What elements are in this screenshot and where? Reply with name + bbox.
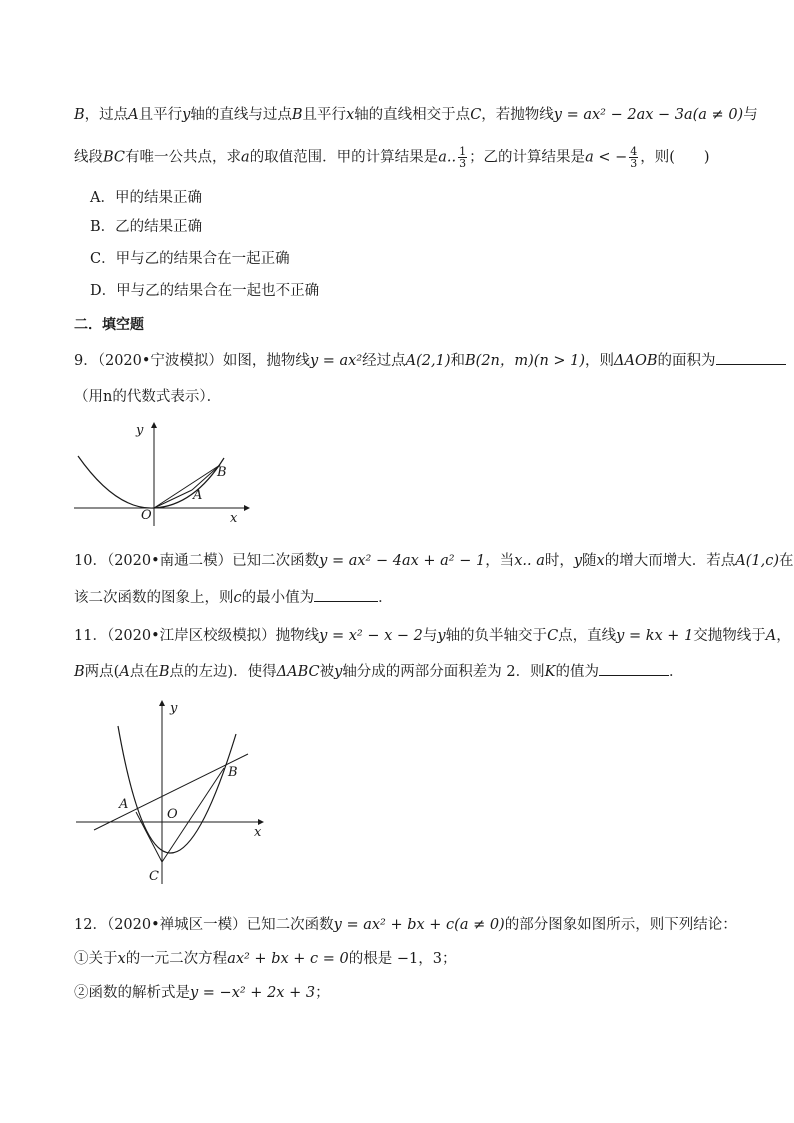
text: 被 <box>319 664 335 680</box>
text: ； <box>315 985 330 1001</box>
label-a: A <box>119 797 129 812</box>
q10-line-1 <box>74 550 794 572</box>
text: 与 <box>743 107 758 123</box>
label-b: B <box>217 465 227 480</box>
text: ，过点 <box>84 107 129 123</box>
text: 交抛物线于 <box>693 628 766 644</box>
text: 随 <box>582 553 597 569</box>
text: 的面积为 <box>657 353 716 369</box>
text: 且平行 <box>138 107 183 123</box>
text: 11．（2020•江岸区校级模拟）抛物线 <box>74 628 320 644</box>
q8-line-2 <box>74 146 732 169</box>
text: ， <box>776 628 791 644</box>
math-expression: A(1,c) <box>735 553 779 569</box>
x-axis-arrow <box>244 505 250 511</box>
math-expression: y = x² − x − 2 <box>319 628 423 644</box>
segment-ab <box>192 465 220 490</box>
text: 在 <box>778 553 794 569</box>
text: A <box>765 628 777 644</box>
fraction-numerator: 4 <box>630 145 638 158</box>
math-expression: a < − <box>585 149 628 166</box>
text: ①关于 <box>74 951 118 967</box>
text: y <box>437 628 446 644</box>
text: y <box>573 553 583 569</box>
text: x <box>596 553 605 569</box>
label-o: O <box>167 807 178 822</box>
label-x: x <box>254 825 262 840</box>
answer-blank <box>599 661 669 676</box>
label-x: x <box>230 511 238 526</box>
text: 经过点 <box>362 353 406 369</box>
text: 轴的负半轴交于 <box>445 628 548 644</box>
math-expression: y = −x² + 2x + 3 <box>190 985 316 1001</box>
choice-b: B．乙的结果正确 <box>90 219 203 235</box>
fraction-denominator: 3 <box>459 157 467 170</box>
text: ②函数的解析式是 <box>74 985 190 1001</box>
text: 轴的直线与过点 <box>190 107 292 123</box>
text: 点，直线 <box>558 628 617 644</box>
text: 与 <box>422 628 438 644</box>
answer-blank <box>716 350 786 365</box>
text: C <box>547 628 559 644</box>
q11-line-2 <box>74 661 732 683</box>
math-expression: A(2,1) <box>405 353 451 369</box>
math-expression: ΔAOB <box>614 353 658 369</box>
q12-item-2 <box>74 982 732 1004</box>
answer-blank <box>314 587 378 602</box>
text: 的取值范围．甲的计算结果是 <box>249 149 439 166</box>
segment-ac <box>136 812 162 862</box>
text: 该二次函数的图象上，则 <box>74 590 234 606</box>
text: 的最小值为 <box>241 590 315 606</box>
label-y: y <box>136 423 144 438</box>
y-axis-arrow <box>159 700 165 706</box>
y-axis-arrow <box>151 422 157 428</box>
text: y <box>334 664 343 680</box>
text: ，当 <box>485 553 515 569</box>
label-o: O <box>141 508 152 523</box>
text: ． <box>669 664 684 680</box>
math-expression: y = ax² <box>309 353 363 369</box>
choice-c: C．甲与乙的结果合在一起正确 <box>90 251 290 267</box>
text: ，则( ) <box>640 149 710 166</box>
q9-line-2: （用n的代数式表示）． <box>74 389 222 405</box>
text: a <box>241 149 250 166</box>
text: 的值为 <box>555 664 599 680</box>
segment-oa <box>154 490 192 508</box>
fraction-numerator: 1 <box>459 145 467 158</box>
text: B <box>158 664 170 680</box>
text: A <box>119 664 130 680</box>
segment-ob <box>154 465 220 508</box>
fraction <box>629 146 638 169</box>
label-a: A <box>193 488 203 503</box>
text: ，若抛物线 <box>481 107 554 123</box>
q12-line-1 <box>74 914 737 936</box>
q9-line-1 <box>74 350 732 372</box>
fraction <box>458 146 467 169</box>
fraction-denominator: 3 <box>630 157 638 170</box>
q8-line-1 <box>74 104 758 126</box>
math-expression: ax² + bx + c = 0 <box>227 951 349 967</box>
text: 轴的直线相交于点 <box>354 107 471 123</box>
text: 有唯一公共点，求 <box>125 149 242 166</box>
text: x <box>117 951 126 967</box>
text: 线段 <box>74 149 103 166</box>
math-expression: y = ax² + bx + c(a ≠ 0) <box>333 917 505 933</box>
text: BC <box>103 149 126 166</box>
label-b: B <box>228 765 238 780</box>
choice-d: D．甲与乙的结果合在一起也不正确 <box>90 283 320 299</box>
q9-figure <box>74 420 250 528</box>
text: 的根是 −1，3； <box>348 951 457 967</box>
math-expression: y = ax² − 2ax − 3a(a ≠ 0) <box>553 107 744 123</box>
text: y <box>182 107 191 123</box>
text: 和 <box>450 353 465 369</box>
text: c <box>233 590 242 606</box>
text: 时， <box>544 553 574 569</box>
q11-figure <box>74 698 270 886</box>
math-expression: a.. <box>438 149 457 166</box>
text: 10．（2020•南通二模）已知二次函数 <box>74 553 320 569</box>
math-expression: y = ax² − 4ax + a² − 1 <box>319 553 486 569</box>
math-expression: x.. a <box>514 553 545 569</box>
text: 且平行 <box>302 107 346 123</box>
text: ． <box>378 590 393 606</box>
section-title: 二．填空题 <box>74 317 144 333</box>
q10-line-2 <box>74 587 732 609</box>
text: B <box>74 107 85 123</box>
text: C <box>470 107 482 123</box>
q11-line-1 <box>74 625 791 647</box>
text: ，则 <box>585 353 615 369</box>
text: 点在 <box>129 664 159 680</box>
text: B <box>74 664 85 680</box>
text: 的一元二次方程 <box>125 951 228 967</box>
text: A <box>128 107 139 123</box>
math-expression: ΔABC <box>276 664 320 680</box>
label-y: y <box>170 701 178 716</box>
text: 12．（2020•禅城区一模）已知二次函数 <box>74 917 334 933</box>
text: 的部分图象如图所示，则下列结论： <box>504 917 737 933</box>
text: 的增大而增大．若点 <box>604 553 736 569</box>
text: ；乙的计算结果是 <box>469 149 586 166</box>
choice-a: A．甲的结果正确 <box>90 190 202 206</box>
math-expression: B(2n，m)(n > 1) <box>465 353 586 369</box>
text: 9．（2020•宁波模拟）如图，抛物线 <box>74 353 310 369</box>
math-expression: y = kx + 1 <box>616 628 694 644</box>
text: K <box>544 664 556 680</box>
text: 轴分成的两部分面积差为 2．则 <box>342 664 545 680</box>
text: 两点( <box>84 664 120 680</box>
text: x <box>346 107 355 123</box>
q12-item-1 <box>74 948 732 970</box>
text: 点的左边)．使得 <box>169 664 277 680</box>
text: B <box>291 107 303 123</box>
label-c: C <box>149 869 159 884</box>
